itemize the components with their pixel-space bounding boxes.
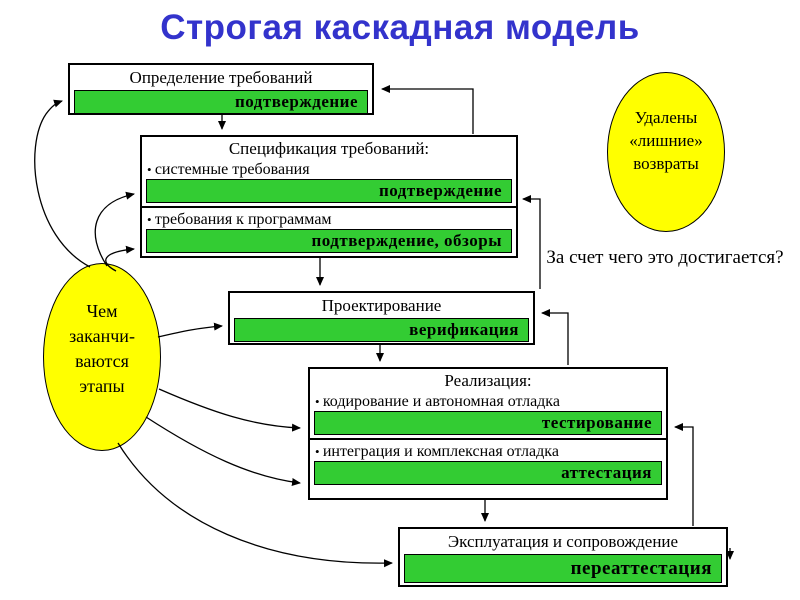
- stage-box-operation-maintenance: [398, 527, 728, 587]
- stage-activity: • интеграция и комплексная отладка: [310, 438, 666, 461]
- callout-arrow-to-bar-5: [159, 389, 300, 428]
- callout-line: заканчи-: [69, 326, 135, 346]
- callout-line: возвраты: [633, 154, 699, 173]
- control-bar: подтверждение: [74, 90, 368, 114]
- stage-header: Эксплуатация и сопровождение: [447, 532, 679, 551]
- callout-arrow-to-bar-4: [158, 326, 222, 337]
- stage-header: Спецификация требований:: [228, 139, 430, 158]
- stage-activity: • системные требования: [142, 160, 516, 179]
- control-bar: аттестация: [314, 461, 662, 485]
- stage-header: Реализация:: [444, 371, 532, 390]
- control-bar: подтверждение, обзоры: [146, 229, 512, 253]
- callout-line: Чем: [86, 301, 118, 321]
- control-bar: тестирование: [314, 411, 662, 435]
- control-bar: верификация: [234, 318, 529, 342]
- callout-arrow-to-bar-2: [95, 194, 134, 266]
- stage-box-requirements-definition: [68, 63, 374, 115]
- slide-title: Строгая каскадная модель: [160, 8, 640, 47]
- feedback-stage3-to-stage2: [523, 199, 540, 289]
- feedback-stage4-to-stage3: [542, 313, 568, 365]
- callout-line: «лишние»: [629, 131, 703, 150]
- removed-returns-ellipse: [607, 72, 725, 232]
- stage-activity: • кодирование и автономная отладка: [310, 392, 666, 411]
- stage-header: Проектирование: [321, 296, 442, 315]
- stage-activity: • требования к программам: [142, 206, 516, 229]
- control-bar: переаттестация: [404, 554, 722, 583]
- callout-arrow-to-bar-1: [35, 101, 90, 267]
- control-bar: подтверждение: [146, 179, 512, 203]
- stage-box-design: [228, 291, 535, 345]
- stage-header: Определение требований: [129, 68, 313, 87]
- stage-box-requirements-specification: [140, 135, 518, 258]
- callout-line: ваются: [75, 351, 129, 371]
- feedback-stage2-to-stage1: [382, 89, 473, 134]
- callout-line: Удалены: [634, 108, 698, 127]
- callout-line: этапы: [79, 376, 125, 396]
- question-text: За счет чего это достигается?: [546, 247, 784, 268]
- stage-endings-ellipse: [43, 263, 161, 451]
- feedback-stage5-to-stage4: [675, 427, 693, 526]
- stage-box-implementation: [308, 367, 668, 500]
- callout-arrow-to-bar-6: [146, 417, 300, 483]
